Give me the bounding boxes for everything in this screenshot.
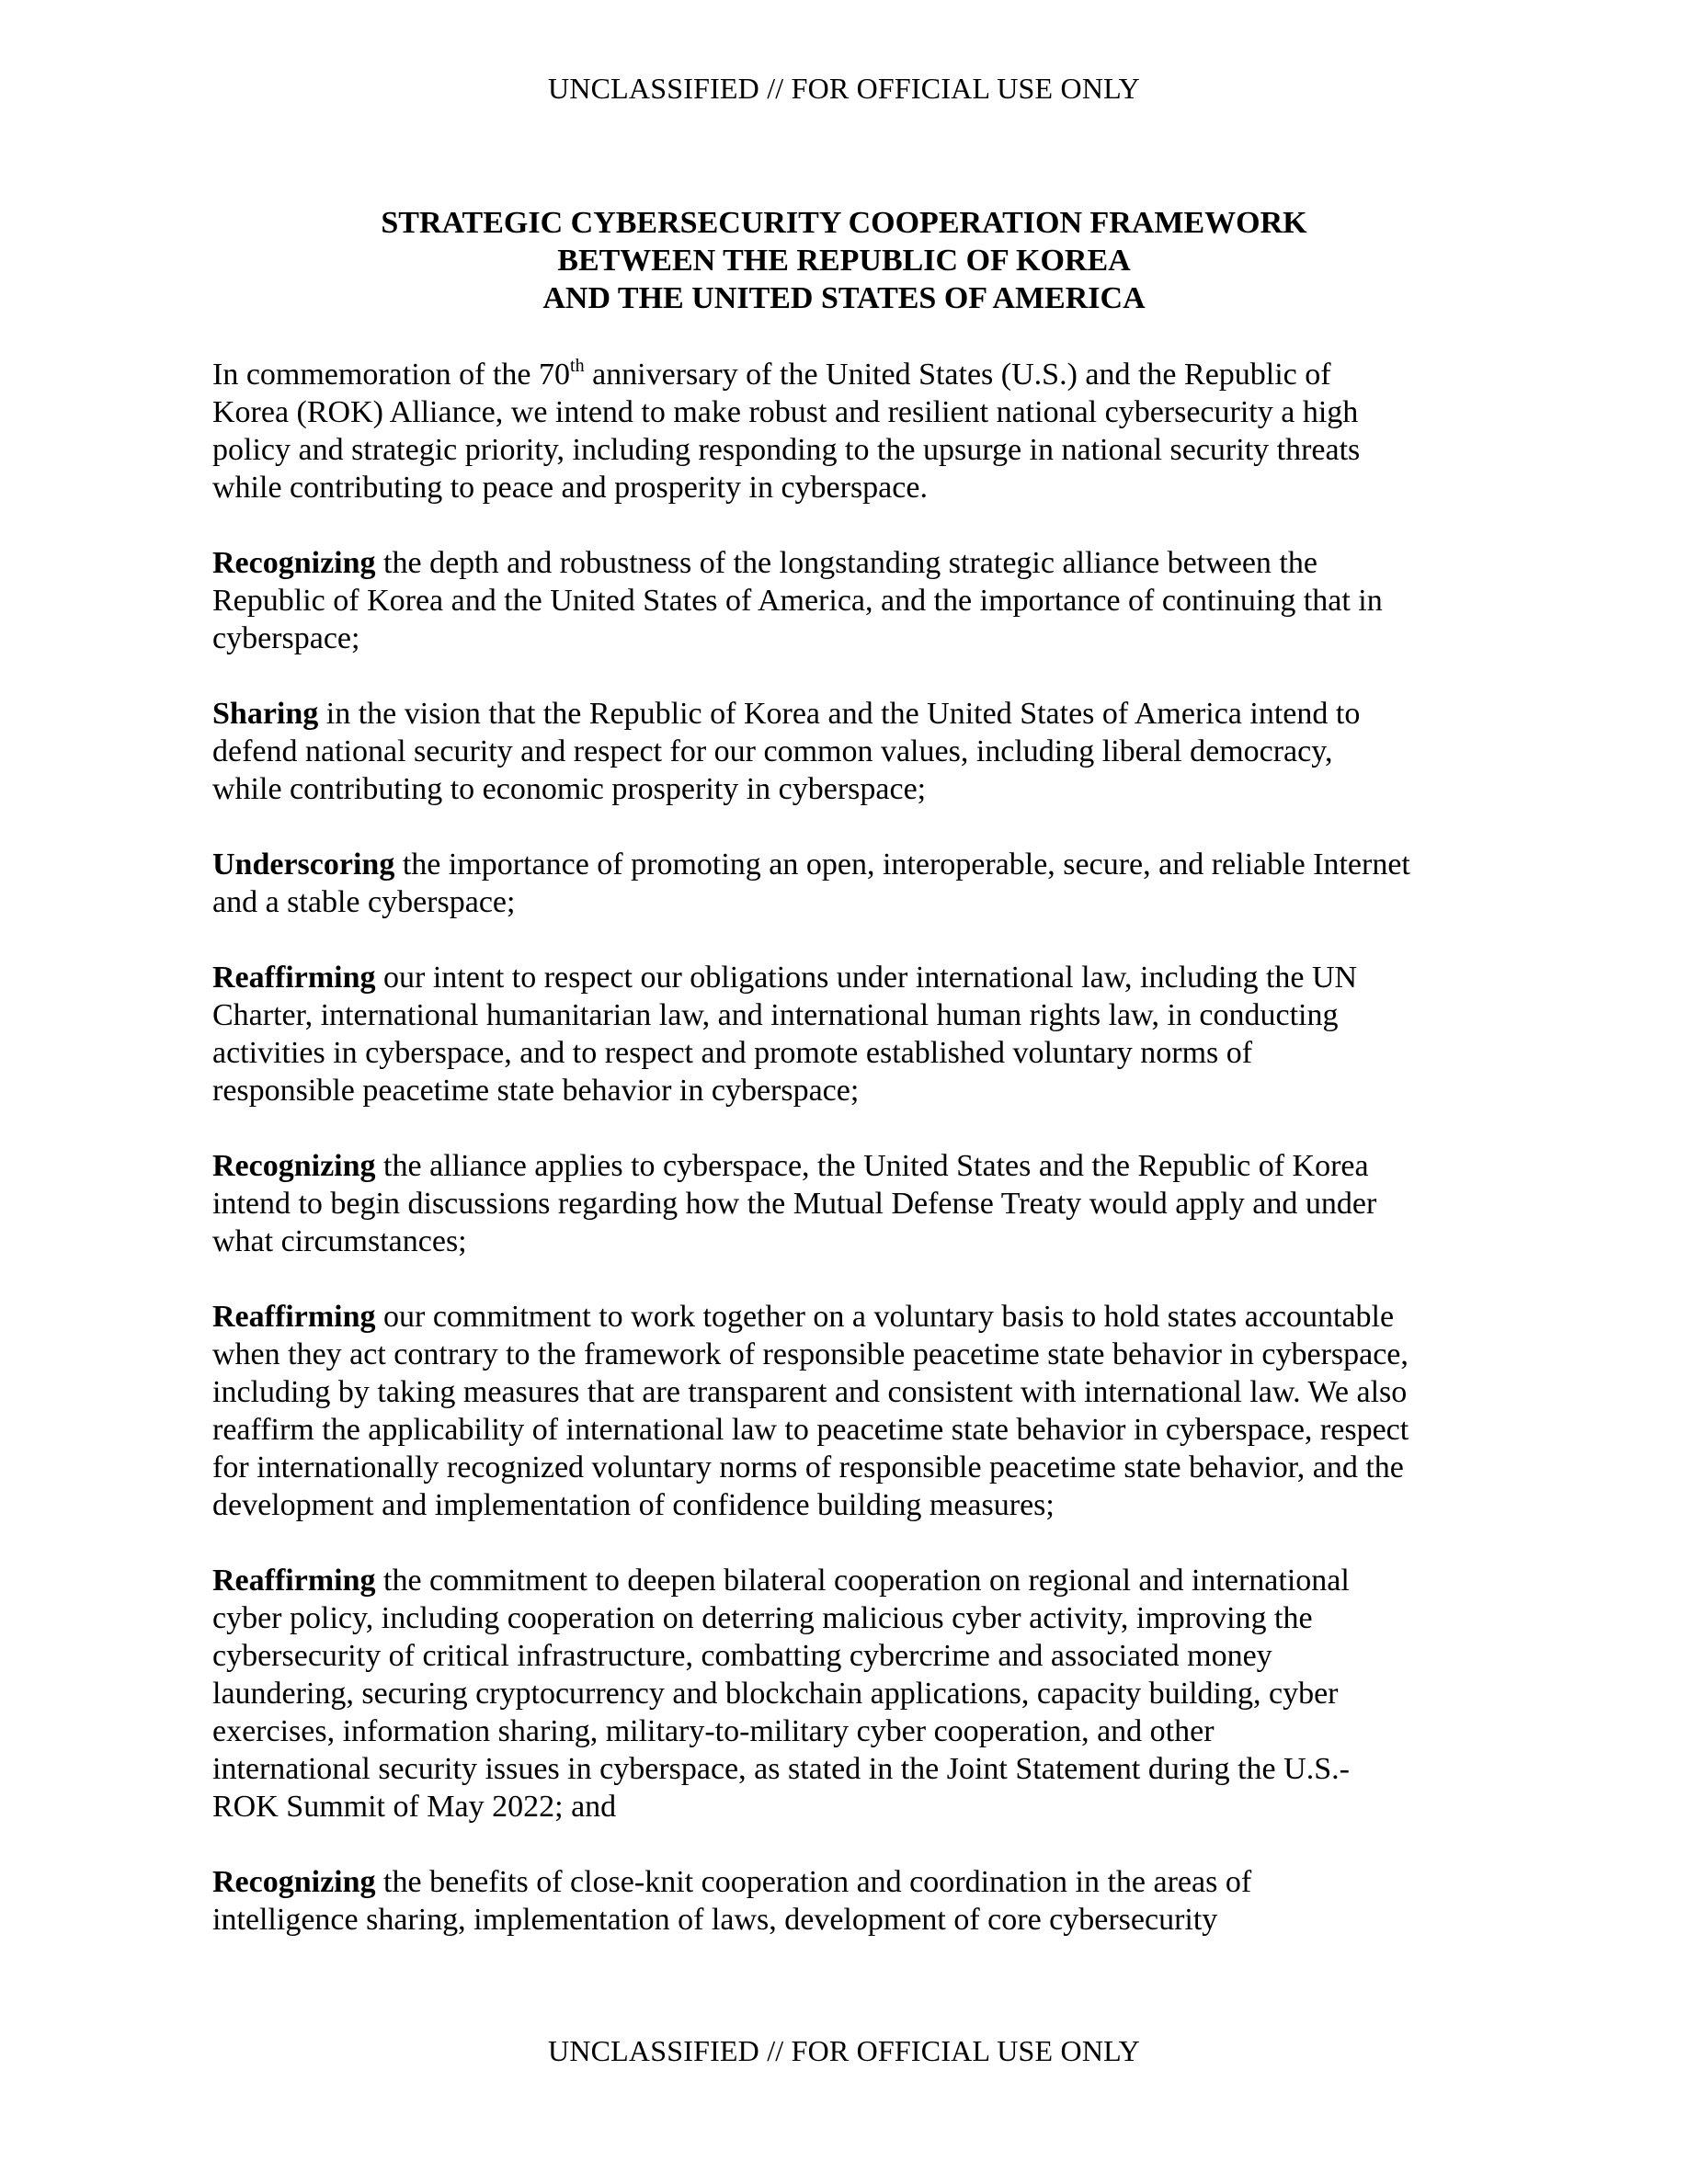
clause-text: the alliance applies to cyberspace, the United States and the Republic of Korea xyxy=(375,1149,1369,1183)
paragraph-line xyxy=(212,544,1490,582)
clause-lead-word: Reaffirming xyxy=(212,1300,376,1334)
clause-text: the depth and robustness of the longstanding strategic alliance between the xyxy=(375,546,1317,580)
clause-text: in the vision that the Republic of Korea and the United States of America intend to xyxy=(318,697,1361,731)
paragraph-line: responsible peacetime state behavior in cyberspace; xyxy=(212,1074,860,1108)
clause-paragraph xyxy=(212,1562,1490,1826)
paragraph-line: cyberspace; xyxy=(212,621,360,655)
paragraph-line: what circumstances; xyxy=(212,1224,467,1258)
paragraph-line: Republic of Korea and the United States of America, and the importance of continuing that in xyxy=(212,584,1383,618)
clause-lead-word: Reaffirming xyxy=(212,961,376,995)
clause-text: the importance of promoting an open, interoperable, secure, and reliable Internet xyxy=(394,847,1410,882)
paragraph-line: laundering, securing cryptocurrency and blockchain applications, capacity building, cyber xyxy=(212,1677,1339,1711)
paragraph-line: policy and strategic priority, including responding to the upsurge in national security threats xyxy=(212,433,1361,467)
title-line-2: BETWEEN THE REPUBLIC OF KOREA xyxy=(557,244,1131,278)
paragraph-line: international security issues in cyberspace, as stated in the Joint Statement during the U.S.- xyxy=(212,1752,1350,1786)
clause-text: our commitment to work together on a voluntary basis to hold states accountable xyxy=(375,1300,1395,1334)
paragraph-line: reaffirm the applicability of international law to peacetime state behavior in cyberspace, respect xyxy=(212,1413,1409,1447)
intro-paragraph xyxy=(212,356,1490,506)
clause-paragraph xyxy=(212,1863,1490,1939)
paragraph-line: while contributing to economic prosperity in cyberspace; xyxy=(212,772,927,806)
paragraph-line xyxy=(212,695,1490,733)
paragraph-line: exercises, information sharing, military-to-military cyber cooperation, and other xyxy=(212,1714,1215,1748)
clause-lead-word: Underscoring xyxy=(212,847,395,882)
title-line-3: AND THE UNITED STATES OF AMERICA xyxy=(542,281,1146,315)
document-body xyxy=(212,356,1490,1976)
paragraph-line: cyber policy, including cooperation on deterring malicious cyber activity, improving the xyxy=(212,1601,1313,1635)
paragraph-line: development and implementation of confidence building measures; xyxy=(212,1488,1055,1522)
clause-paragraph xyxy=(212,1298,1490,1524)
clause-paragraph xyxy=(212,544,1490,657)
paragraph-line: Charter, international humanitarian law, and international human rights law, in conducting xyxy=(212,998,1339,1032)
paragraph-line: Korea (ROK) Alliance, we intend to make robust and resilient national cybersecurity a high xyxy=(212,395,1359,429)
intro-text-start: In commemoration of the 70 xyxy=(212,358,571,392)
paragraph-line: when they act contrary to the framework of responsible peacetime state behavior in cyberspace, xyxy=(212,1337,1409,1371)
paragraph-line xyxy=(212,959,1490,996)
clause-lead-word: Reaffirming xyxy=(212,1564,376,1598)
paragraph-line: and a stable cyberspace; xyxy=(212,885,516,919)
paragraph-line: defend national security and respect for our common values, including liberal democracy, xyxy=(212,734,1333,768)
paragraph-line: intend to begin discussions regarding how the Mutual Defense Treaty would apply and under xyxy=(212,1187,1377,1221)
header-classification-marking: UNCLASSIFIED // FOR OFFICIAL USE ONLY xyxy=(548,72,1140,105)
paragraph-line: while contributing to peace and prosperity in cyberspace. xyxy=(212,471,928,505)
clause-lead-word: Sharing xyxy=(212,697,319,731)
paragraph-line xyxy=(212,1147,1490,1185)
footer-classification-marking: UNCLASSIFIED // FOR OFFICIAL USE ONLY xyxy=(548,2034,1140,2067)
clause-text: our intent to respect our obligations under international law, including the UN xyxy=(375,961,1358,995)
clause-lead-word: Recognizing xyxy=(212,1149,376,1183)
clause-paragraph xyxy=(212,695,1490,808)
clause-lead-word: Recognizing xyxy=(212,546,376,580)
clause-paragraph xyxy=(212,1147,1490,1260)
paragraph-line xyxy=(212,356,1490,393)
paragraph-line: for internationally recognized voluntary norms of responsible peacetime state behavior, and the xyxy=(212,1450,1404,1484)
clause-paragraph xyxy=(212,846,1490,921)
ordinal-suffix: th xyxy=(570,356,585,376)
paragraph-line: ROK Summit of May 2022; and xyxy=(212,1790,617,1824)
document-title xyxy=(0,204,1688,317)
paragraph-line xyxy=(212,1298,1490,1336)
paragraph-line: intelligence sharing, implementation of laws, development of core cybersecurity xyxy=(212,1903,1218,1937)
clause-lead-word: Recognizing xyxy=(212,1865,376,1899)
clause-paragraph xyxy=(212,959,1490,1109)
clause-text: the commitment to deepen bilateral cooperation on regional and international xyxy=(375,1564,1350,1598)
intro-text-continued: anniversary of the United States (U.S.) and the Republic of xyxy=(584,358,1331,392)
paragraph-line xyxy=(212,1562,1490,1599)
paragraph-line: cybersecurity of critical infrastructure, combatting cybercrime and associated money xyxy=(212,1639,1272,1673)
clause-text: the benefits of close-knit cooperation and coordination in the areas of xyxy=(375,1865,1252,1899)
paragraph-line: including by taking measures that are transparent and consistent with international law. We also xyxy=(212,1375,1408,1409)
paragraph-line xyxy=(212,1863,1490,1901)
title-line-1: STRATEGIC CYBERSECURITY COOPERATION FRAMEWORK xyxy=(381,206,1307,240)
paragraph-line xyxy=(212,846,1490,883)
paragraph-line: activities in cyberspace, and to respect and promote established voluntary norms of xyxy=(212,1036,1253,1070)
